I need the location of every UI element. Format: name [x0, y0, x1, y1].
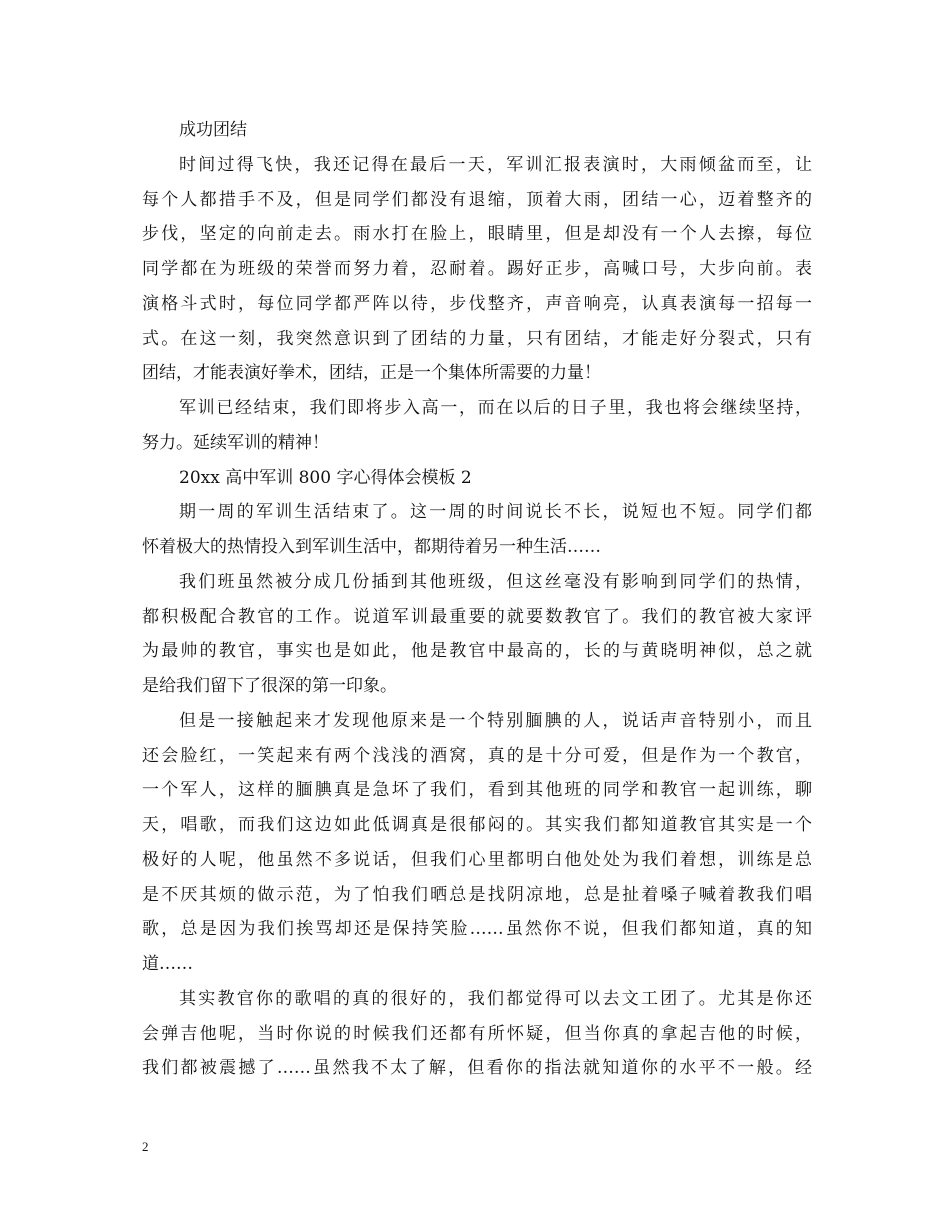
paragraph-line: 但是一接触起来才发现他原来是一个特别腼腆的人，说话声音特别小，而且 [179, 710, 812, 731]
paragraph-line: 极好的人呢，他虽然不多说话，但我们心里都明白他处处为我们着想，训练是总 [142, 849, 812, 870]
paragraph-line: 我们都被震撼了……虽然我不太了解，但看你的指法就知道你的水平不一般。经 [142, 1058, 812, 1079]
page-number: 2 [142, 1139, 149, 1154]
paragraph-line: 演格斗式时，每位同学都严阵以待，步伐整齐，声音响亮，认真表演每一招每一 [142, 293, 812, 314]
paragraph-line: 是不厌其烦的做示范，为了怕我们晒总是找阴凉地，总是扯着嗓子喊着教我们唱 [142, 884, 812, 905]
paragraph-line: 其实教官你的歌唱的真的很好的，我们都觉得可以去文工团了。尤其是你还 [179, 988, 812, 1009]
paragraph-line: 歌，总是因为我们挨骂却还是保持笑脸……虽然你不说，但我们都知道，真的知 [142, 919, 812, 940]
paragraph-line: 团结，才能表演好拳术，团结，正是一个集体所需要的力量！ [142, 363, 601, 384]
paragraph-line: 一个军人，这样的腼腆真是急坏了我们，看到其他班的同学和教官一起训练，聊 [142, 780, 812, 801]
paragraph-line: 期一周的军训生活结束了。这一周的时间说长不长，说短也不短。同学们都 [179, 502, 812, 523]
paragraph-line: 是给我们留下了很深的第一印象。 [142, 676, 397, 696]
paragraph-line: 道…… [142, 954, 193, 974]
section-heading: 成功团结 [179, 120, 247, 140]
paragraph-line: 都积极配合教官的工作。说道军训最重要的就要数教官了。我们的教官被大家评 [142, 606, 812, 627]
paragraph-line: 每个人都措手不及，但是同学们都没有退缩，顶着大雨，团结一心，迈着整齐的 [142, 189, 812, 210]
paragraph-line: 式。在这一刻，我突然意识到了团结的力量，只有团结，才能走好分裂式，只有 [142, 328, 812, 349]
paragraph-line: 我们班虽然被分成几份插到其他班级，但这丝毫没有影响到同学们的热情， [179, 571, 812, 592]
paragraph-line: 军训已经结束，我们即将步入高一，而在以后的日子里，我也将会继续坚持， [179, 398, 812, 418]
section-heading: 20xx 高中军训 800 字心得体会模板 2 [179, 467, 472, 488]
paragraph-line: 步伐，坚定的向前走去。雨水打在脸上，眼睛里，但是却没有一个人去擦，每位 [142, 224, 812, 245]
paragraph-line: 时间过得飞快，我还记得在最后一天，军训汇报表演时，大雨倾盆而至，让 [179, 154, 812, 175]
paragraph-line: 努力。延续军训的精神！ [142, 432, 329, 453]
page-body [142, 113, 812, 1086]
paragraph-line: 会弹吉他呢，当时你说的时候我们还都有所怀疑，但当你真的拿起吉他的时候， [142, 1023, 812, 1044]
paragraph-line: 天，唱歌，而我们这边如此低调真是很郁闷的。其实我们都知道教官其实是一个 [142, 815, 812, 835]
paragraph-line: 为最帅的教官，事实也是如此，他是教官中最高的，长的与黄晓明神似，总之就 [142, 641, 812, 662]
paragraph-line: 同学都在为班级的荣誉而努力着，忍耐着。踢好正步，高喊口号，大步向前。表 [142, 259, 812, 279]
paragraph-line: 怀着极大的热情投入到军训生活中，都期待着另一种生活…… [142, 537, 601, 557]
paragraph-line: 还会脸红，一笑起来有两个浅浅的酒窝，真的是十分可爱，但是作为一个教官， [142, 745, 812, 766]
